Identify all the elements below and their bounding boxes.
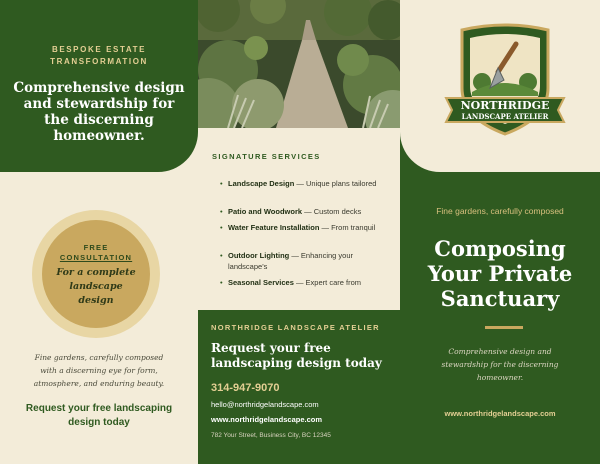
badge-caption-line2: CONSULTATION xyxy=(59,253,133,262)
service-name: Landscape Design xyxy=(228,179,295,188)
garden-path-photo xyxy=(198,0,400,128)
service-item xyxy=(220,222,388,233)
left-kicker-line2: TRANSFORMATION xyxy=(50,57,148,66)
brand-kicker: NORTHRIDGE LANDSCAPE ATELIER xyxy=(211,323,380,332)
left-kicker-line1: BESPOKE ESTATE xyxy=(51,45,147,54)
left-copy-line: with a discerning eye for form, xyxy=(40,366,158,375)
left-cta-line: design today xyxy=(68,417,130,428)
service-desc: — Enhancing your landscape's xyxy=(228,251,354,271)
email-link[interactable]: hello@northridgelandscape.com xyxy=(211,400,319,409)
cover-copy-line: stewardship for the discerning xyxy=(441,360,559,369)
service-name: Water Feature Installation xyxy=(228,223,320,232)
bullet-icon: • xyxy=(220,207,223,216)
services-heading: SIGNATURE SERVICES xyxy=(212,152,321,161)
badge-body-line: For a complete xyxy=(56,267,136,278)
left-headline-line: the discerning xyxy=(44,112,154,128)
service-item xyxy=(220,178,388,189)
service-desc: — Expert care from xyxy=(293,278,361,287)
logo-line2: LANDSCAPE ATELIER xyxy=(461,112,549,121)
cover-copy-line: homeowner. xyxy=(476,373,524,382)
badge-body-line: landscape xyxy=(69,281,123,292)
address: 782 Your Street, Business City, BC 12345 xyxy=(211,432,331,439)
left-cta-line: Request your free landscaping xyxy=(25,403,173,414)
service-desc: — Custom decks xyxy=(302,207,362,216)
cover-website-link[interactable]: www.northridgelandscape.com xyxy=(444,409,556,418)
badge-body-line: design xyxy=(78,295,114,306)
service-item xyxy=(220,206,388,217)
bullet-icon: • xyxy=(220,223,223,232)
bullet-icon: • xyxy=(220,251,223,260)
service-name: Outdoor Lighting xyxy=(228,251,290,260)
left-headline-line: homeowner. xyxy=(53,128,145,144)
left-headline xyxy=(12,80,186,144)
bullet-icon: • xyxy=(220,179,223,188)
website-link[interactable]: www.northridgelandscape.com xyxy=(211,415,322,424)
phone-number[interactable]: 314-947-9070 xyxy=(211,382,280,394)
badge-caption-line1: FREE xyxy=(83,243,109,252)
service-desc: — From tranquil xyxy=(319,223,376,232)
northridge-logo xyxy=(442,22,568,149)
left-copy-line: Fine gardens, carefully composed xyxy=(34,353,164,362)
logo-line1: NORTHRIDGE xyxy=(460,99,550,112)
service-item xyxy=(220,250,388,272)
service-item xyxy=(220,277,388,288)
title-divider xyxy=(485,326,523,329)
service-desc: — Unique plans tailored xyxy=(294,179,377,188)
cover-copy-line: Comprehensive design and xyxy=(448,347,552,356)
service-name: Seasonal Services xyxy=(228,278,294,287)
cover-tagline: Fine gardens, carefully composed xyxy=(436,206,564,216)
left-headline-line: and stewardship for xyxy=(23,96,175,112)
service-name: Patio and Woodwork xyxy=(228,207,303,216)
bullet-icon: • xyxy=(220,278,223,287)
request-line: landscaping design today xyxy=(211,356,382,370)
left-copy-line: atmosphere, and enduring beauty. xyxy=(33,379,165,388)
cover-title-line: Composing xyxy=(434,236,566,261)
cover-title-line: Your Private xyxy=(427,261,573,286)
left-headline-line: Comprehensive design xyxy=(13,80,185,96)
request-line: Request your free xyxy=(211,341,331,355)
cover-title-line: Sanctuary xyxy=(440,286,560,311)
